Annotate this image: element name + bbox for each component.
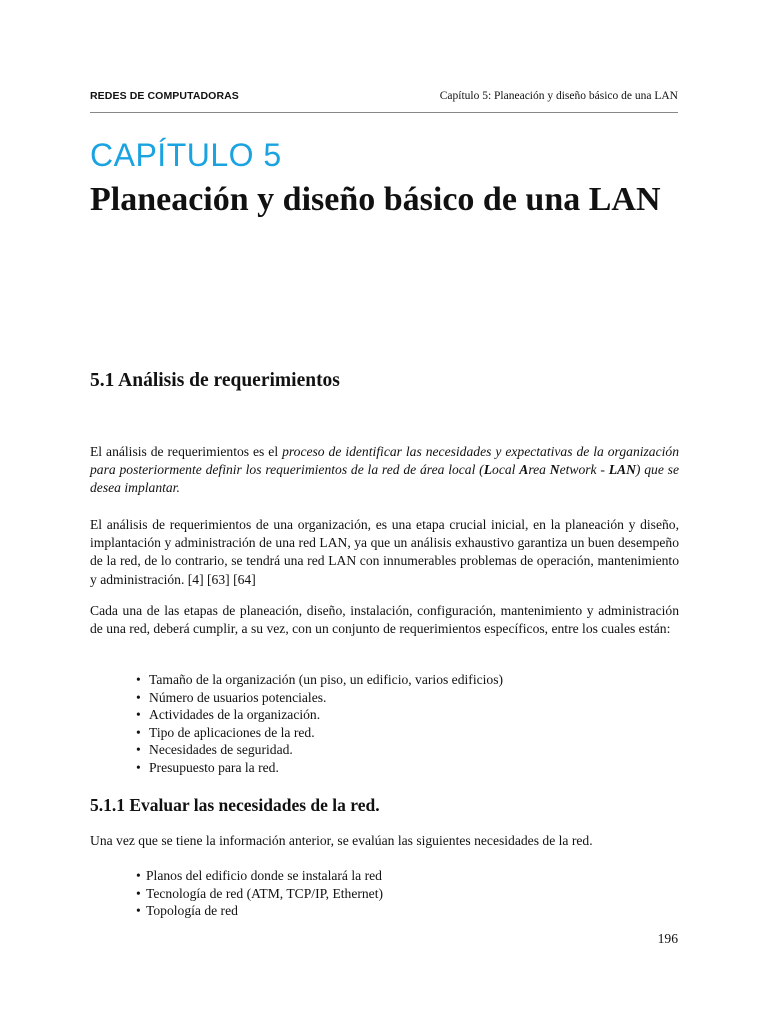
bullet-icon: •: [136, 868, 141, 883]
definition-text: proceso de identificar las necesidades y expectativas de la organización para posteriormente definir los requerimientos de la red de área local (: [90, 444, 680, 478]
list-item-text: Tamaño de la organización (un piso, un edificio, varios edificios): [149, 672, 504, 687]
list-item: [136, 724, 503, 742]
list-item-text: Planos del edificio donde se instalará la red: [146, 868, 382, 883]
list-item: [136, 902, 383, 920]
bullet-icon: •: [136, 742, 141, 758]
paragraph-stages: Cada una de las etapas de planeación, diseño, instalación, configuración, mantenimiento y administración de una red, deberá cumplir, a su vez, con un conjunto de requerimientos específicos, entre los cuales están:: [90, 603, 679, 637]
requirements-list: [136, 671, 503, 777]
list-item: [136, 867, 383, 885]
list-item: [136, 706, 503, 724]
bullet-icon: •: [136, 903, 141, 919]
paragraph-text: El análisis de requerimientos es el: [90, 444, 283, 459]
header-book-title: REDES DE COMPUTADORAS: [90, 90, 239, 102]
needs-list: [136, 867, 383, 920]
page-number: 196: [657, 931, 678, 946]
list-item-text: Número de usuarios potenciales.: [149, 689, 327, 705]
list-item: [136, 885, 383, 903]
definition-text: ) que se desea implantar.: [90, 462, 679, 496]
list-item: [136, 671, 503, 689]
acronym-lan: LAN: [608, 462, 636, 478]
subsection-heading: 5.1.1 Evaluar las necesidades de la red.: [90, 795, 380, 815]
list-item-text: Tipo de aplicaciones de la red.: [149, 724, 315, 740]
chapter-title: Planeación y diseño básico de una LAN: [90, 181, 661, 218]
list-item-text: Presupuesto para la red.: [149, 759, 279, 775]
list-item: [136, 759, 503, 777]
bullet-icon: •: [136, 689, 141, 705]
definition-text: ocal: [492, 462, 520, 478]
bullet-icon: •: [136, 724, 141, 740]
bullet-icon: •: [136, 707, 141, 723]
paragraph-definition: [90, 443, 679, 498]
acronym-letter: N: [549, 462, 560, 478]
definition-text: etwork -: [559, 462, 609, 478]
section-heading: 5.1 Análisis de requerimientos: [90, 370, 340, 391]
paragraph-importance: El análisis de requerimientos de una organización, es una etapa crucial inicial, en la planeación y diseño, implantación y administración de una red LAN, ya que un análisis exhaustivo garantiza un buen desempeño de la red, de lo contrario, se tendrá una red LAN con innumerables problemas de operación, mantenimiento y administración. [4] [63] [64]: [90, 517, 679, 587]
paragraph-intro: Una vez que se tiene la información anterior, se evalúan las siguientes necesidades de la red.: [90, 833, 593, 848]
running-header: [90, 90, 678, 104]
list-item: [136, 689, 503, 707]
list-item-text: Actividades de la organización.: [149, 707, 321, 723]
chapter-label: CAPÍTULO 5: [90, 137, 282, 173]
acronym-letter: L: [483, 462, 493, 478]
bullet-icon: •: [136, 759, 141, 775]
list-item-text: Topología de red: [146, 903, 238, 919]
bullet-icon: •: [136, 672, 141, 687]
bullet-icon: •: [136, 885, 141, 901]
list-item-text: Necesidades de seguridad.: [149, 742, 293, 758]
list-item: [136, 741, 503, 759]
list-item-text: Tecnología de red (ATM, TCP/IP, Ethernet): [146, 885, 384, 901]
header-divider: [90, 112, 678, 113]
header-chapter-title: Capítulo 5: Planeación y diseño básico de una LAN: [439, 90, 678, 102]
acronym-letter: A: [519, 462, 529, 478]
definition-text: rea: [528, 462, 550, 478]
